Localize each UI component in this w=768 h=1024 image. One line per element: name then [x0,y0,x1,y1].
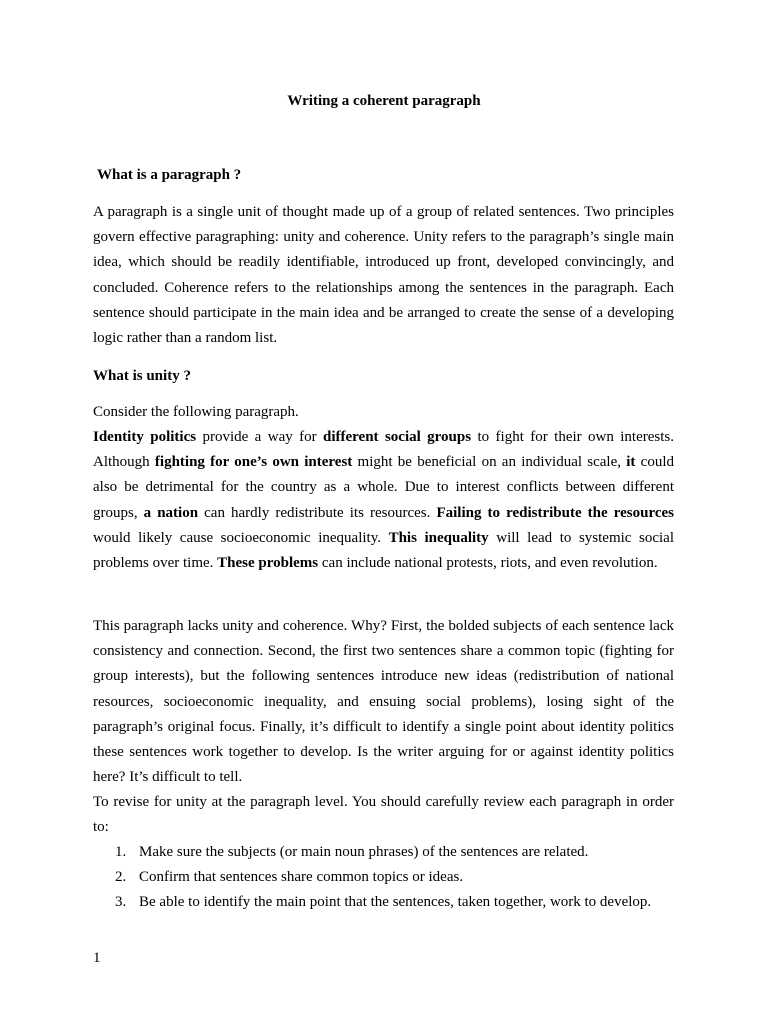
example-text: can include national protests, riots, and even revolution. [318,555,658,572]
example-text: can hardly redistribute its resources. [198,504,437,521]
list-number: 3. [115,894,127,911]
bold-subject: fighting for one’s own interest [154,454,353,471]
consider-text: Consider the following paragraph. [93,404,299,420]
example-paragraph [93,425,674,576]
list-number: 1. [115,844,127,860]
list-item [93,840,674,865]
paragraph-definition: A paragraph is a single unit of thought made up of a group of related sentences. Two principles govern effective paragraphing: unity and coherence. Unity refers to the paragraph’s single main idea, which should be readily identifiable, introduced up front, developed convincingly, and concluded. Coherence refers to the relationships among the sentences in the paragraph. Each sentence should participate in the main idea and be arranged to create the sense of a developing logic rather than a random list. [93,204,674,347]
list-item-text: Confirm that sentences share common topics or ideas. [139,869,464,886]
bold-subject: Identity politics [93,429,197,445]
document-title: Writing a coherent paragraph [287,93,481,109]
bold-subject: a nation [143,504,199,521]
bold-subject: These problems [217,555,319,572]
example-text: could also be detrimental for the country as a whole. Due to interest conflicts between different groups, [93,454,675,521]
heading-what-is-unity: What is unity ? [93,368,191,384]
example-text: will lead to systemic social problems over time. [93,529,674,572]
example-text: provide a way for [196,429,324,445]
list-item [93,865,674,890]
list-number: 2. [115,869,127,886]
analysis-paragraph: This paragraph lacks unity and coherence. Why? First, the bolded subjects of each sentence lack consistency and connection. Second, the first two sentences share a common topic (fighting for group interests), but the following sentences introduce new ideas (redistribution of national resources, socioeconomic inequality, and ensuing social problems), losing sight of the paragraph’s original focus. Finally, it’s difficult to identify a single point about identity politics these sentences work together to develop. Is the writer arguing for or against identity politics here? It’s difficult to tell. [93,618,674,786]
list-item [93,890,674,915]
page-number: 1 [93,950,101,966]
list-item-text: Be able to identify the main point that the sentences, taken together, work to develop. [139,894,652,911]
bold-subject: it [626,454,636,471]
revise-intro: To revise for unity at the paragraph level. You should carefully review each paragraph in order to: [93,794,674,836]
heading-what-is-a-paragraph: What is a paragraph ? [97,167,242,183]
example-text: to fight for their own interests. Although [93,429,675,471]
example-text: might be beneficial on an individual scale, [352,454,627,471]
bold-subject: This inequality [388,529,489,546]
revise-checklist [93,840,674,916]
list-item-text: Make sure the subjects (or main noun phrases) of the sentences are related. [139,844,589,860]
bold-subject: different social groups [323,429,472,445]
bold-subject: Failing to redistribute the resources [436,504,675,521]
example-text: would likely cause socioeconomic inequality. [93,529,389,546]
